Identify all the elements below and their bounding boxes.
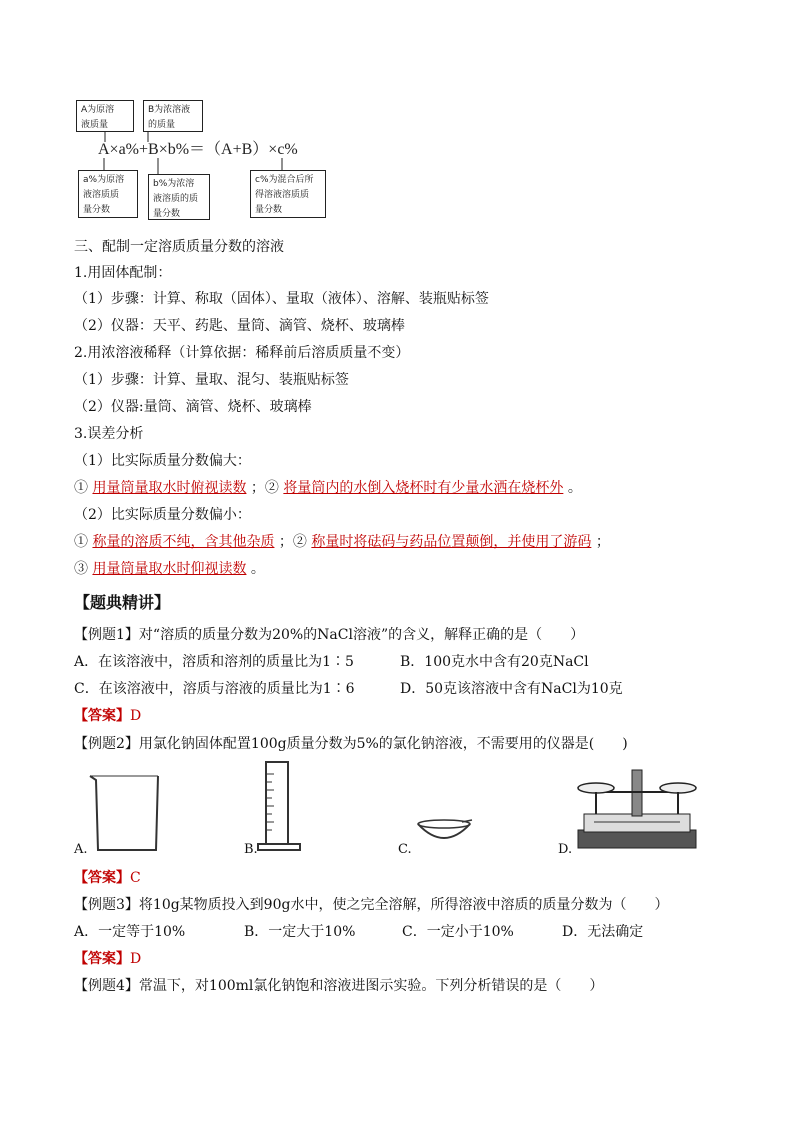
q1-option-b: B．100克水中含有20克NaCl — [400, 654, 589, 670]
q1-option-c: C．在该溶液中，溶质与溶液的质量比为1∶6 — [74, 681, 355, 697]
q2-option-b: B. — [244, 842, 258, 857]
q1-stem: 【例题1】对“溶质的质量分数为20%的NaCl溶液”的含义，解释正确的是（ ） — [74, 627, 585, 643]
dilution-tools: （2）仪器:量筒、滴管、烧杯、玻璃棒 — [74, 399, 312, 415]
evaporating-dish-icon — [414, 818, 474, 848]
separator: ；② — [278, 534, 307, 550]
q1-option-a: A．在该溶液中，溶质和溶剂的质量比为1∶5 — [74, 654, 354, 670]
mixing-formula: A×a%+B×b%＝（A+B）×c% — [98, 141, 298, 158]
answer-label: 【答案】 — [74, 951, 130, 967]
high-reason-1: 用量筒量取水时俯视读数 — [92, 480, 247, 496]
box-line: 的质量 — [148, 120, 176, 130]
error-low-title: （2）比实际质量分数偏小： — [74, 507, 251, 523]
box-line: 量分数 — [153, 209, 181, 219]
error-analysis-heading: 3.误差分析 — [74, 426, 144, 442]
q3-option-d: D．无法确定 — [562, 924, 644, 940]
separator: 。 — [250, 561, 265, 577]
q3-stem: 【例题3】将10g某物质投入到90g水中，使之完全溶解，所得溶液中溶质的质量分数为（ ） — [74, 897, 669, 913]
q3-answer — [74, 948, 141, 968]
q1-option-d: D．50克该溶液中含有NaCl为10克 — [400, 681, 623, 697]
q2-answer — [74, 867, 141, 887]
error-low-reason-3 — [74, 558, 265, 578]
low-reason-2: 称量时将砝码与药品位置颠倒，并使用了游码 — [311, 534, 592, 550]
error-low-reasons — [74, 531, 610, 551]
box-line: B为浓溶液 — [148, 105, 191, 115]
box-line: 液溶质的质 — [153, 194, 199, 204]
q2-stem: 【例题2】用氯化钠固体配置100g质量分数为5%的氯化钠溶液，不需要用的仪器是( ) — [74, 736, 628, 752]
box-line: 液质量 — [81, 120, 109, 130]
measuring-cylinder-icon — [256, 760, 306, 854]
solid-prep-steps: （1）步骤：计算、称取（固体）、量取（液体）、溶解、装瓶贴标签 — [74, 291, 489, 307]
box-line: 量分数 — [255, 205, 283, 215]
item-marker: ③ — [74, 561, 88, 577]
answer-value: C — [130, 870, 141, 886]
box-line: A为原溶 — [81, 105, 115, 115]
examples-heading: 【题典精讲】 — [74, 593, 171, 612]
box-line: 量分数 — [83, 205, 111, 215]
q3-option-c: C．一定小于10% — [402, 924, 514, 940]
solid-prep-tools: （2）仪器：天平、药匙、量筒、滴管、烧杯、玻璃棒 — [74, 318, 405, 334]
q3-option-b: B．一定大于10% — [244, 924, 356, 940]
item-marker: ① — [74, 480, 88, 496]
box-line: c%为混合后所 — [255, 175, 314, 185]
separator: ；② — [250, 480, 279, 496]
box-line: 得溶液溶质质 — [255, 190, 310, 200]
section-title: 三、配制一定溶质质量分数的溶液 — [74, 239, 284, 255]
answer-label: 【答案】 — [74, 708, 130, 724]
high-reason-2: 将量筒内的水倒入烧杯时有少量水洒在烧杯外 — [283, 480, 564, 496]
q2-option-c: C. — [398, 842, 412, 857]
error-high-reasons — [74, 477, 582, 497]
q2-option-a: A. — [74, 842, 88, 857]
answer-label: 【答案】 — [74, 870, 130, 886]
q3-option-a: A．一定等于10% — [74, 924, 186, 940]
separator: ； — [595, 534, 610, 550]
dilution-heading: 2.用浓溶液稀释（计算依据：稀释前后溶质质量不变） — [74, 345, 410, 361]
q2-option-d: D. — [558, 842, 573, 857]
box-line: a%为原溶 — [83, 175, 125, 185]
q4-stem: 【例题4】常温下，对100ml氯化钠饱和溶液进图示实验。下列分析错误的是（ ） — [74, 978, 604, 994]
solid-prep-heading: 1.用固体配制： — [74, 265, 172, 281]
item-marker: ① — [74, 534, 88, 550]
box-apct-desc — [78, 170, 138, 218]
dilution-steps: （1）步骤：计算、量取、混匀、装瓶贴标签 — [74, 372, 349, 388]
low-reason-3: 用量筒量取水时仰视读数 — [92, 561, 247, 577]
balance-scale-icon — [574, 766, 700, 856]
answer-value: D — [130, 951, 142, 967]
answer-value: D — [130, 708, 142, 724]
box-bpct-desc — [148, 174, 210, 220]
error-high-title: （1）比实际质量分数偏大： — [74, 453, 251, 469]
box-line: b%为浓溶 — [153, 179, 195, 189]
box-line: 液溶质质 — [83, 190, 120, 200]
q1-answer — [74, 705, 141, 725]
box-cpct-desc — [250, 170, 326, 218]
low-reason-1: 称量的溶质不纯，含其他杂质 — [92, 534, 275, 550]
beaker-icon — [86, 770, 166, 856]
separator: 。 — [567, 480, 582, 496]
